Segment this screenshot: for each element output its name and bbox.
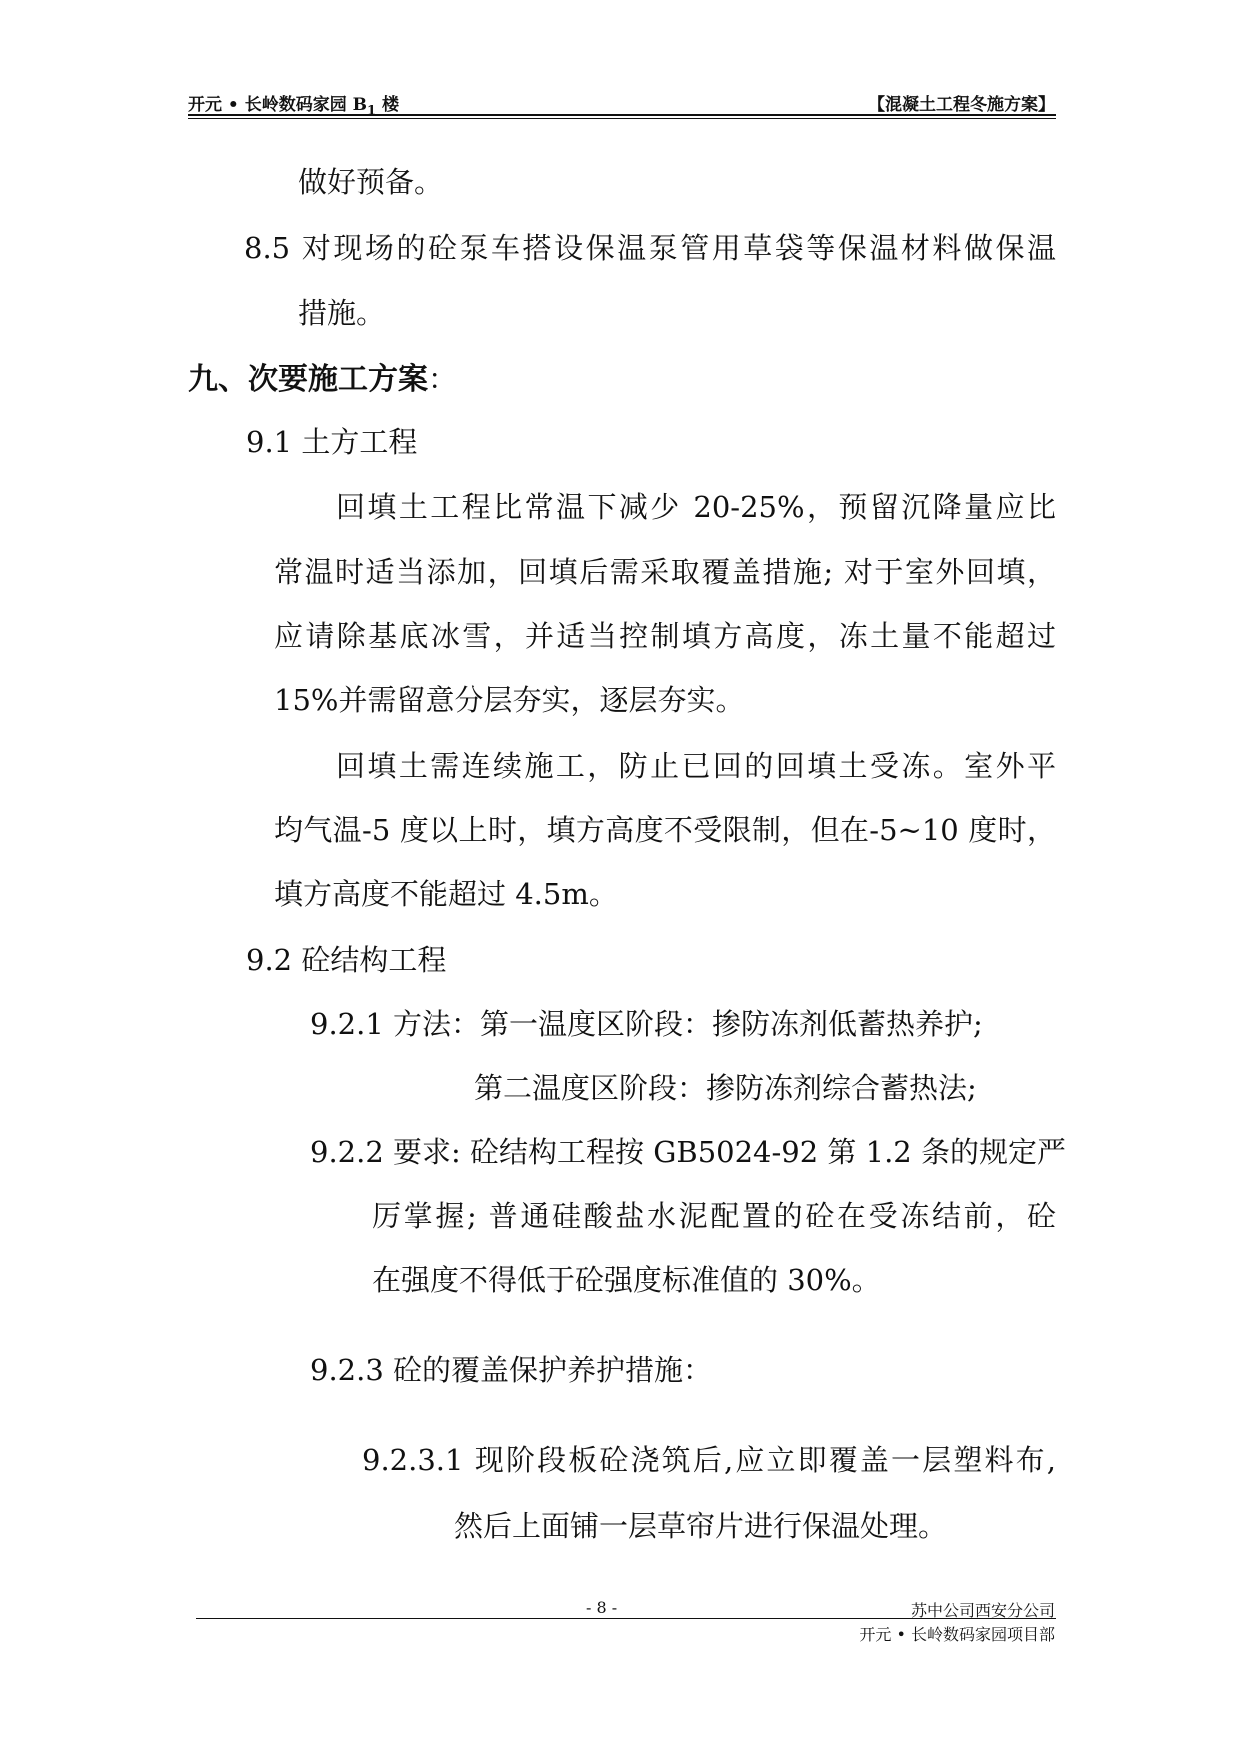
- header-left-text: 开元 • 长岭数码家园 B: [188, 95, 367, 115]
- item-9-2-3-title: 9.2.3 砼的覆盖保护养护措施：: [310, 1353, 713, 1387]
- item-9-2-2-line1: 9.2.2 要求: 砼结构工程按 GB5024-92 第 1.2 条的规定严: [310, 1135, 1066, 1169]
- para2-line3: 填方高度不能超过 4.5m。: [274, 877, 618, 911]
- item-9-2-2-line3: 在强度不得低于砼强度标准值的 30%。: [372, 1263, 881, 1297]
- section-9-heading-text: 九、次要施工方案: [188, 362, 428, 397]
- item-9-2-3-1-line1: 9.2.3.1 现阶段板砼浇筑后,应立即覆盖一层塑料布,: [362, 1443, 1056, 1477]
- item-9-2-3-1-line2: 然后上面铺一层草帘片进行保温处理。: [454, 1509, 948, 1543]
- item-9-2-1-line1: 9.2.1 方法：第一温度区阶段：掺防冻剂低蓄热养护;: [310, 1007, 983, 1041]
- section-9-1-title: 9.1 土方工程: [246, 425, 418, 459]
- para2-line1: 回填土需连续施工，防止已回的回填土受冻。室外平: [336, 749, 1056, 783]
- para1-line1: 回填土工程比常温下减少 20-25%，预留沉降量应比: [336, 490, 1056, 524]
- page-number: - 8 -: [586, 1598, 618, 1617]
- para1-line2: 常温时适当添加，回填后需采取覆盖措施; 对于室外回填，: [274, 555, 1056, 589]
- section-9-heading-colon: ：: [428, 362, 458, 396]
- para1-line4: 15%并需留意分层夯实，逐层夯实。: [274, 683, 745, 717]
- header-left-suffix: 楼: [376, 95, 399, 115]
- header-left-subscript: 1: [367, 103, 377, 119]
- item-8-5-line2: 措施。: [298, 296, 386, 330]
- header-right-title: 【混凝土工程冬施方案】: [868, 95, 1055, 115]
- footer-company: 苏中公司西安分公司: [910, 1601, 1055, 1620]
- section-9-2-title: 9.2 砼结构工程: [246, 943, 447, 977]
- line-preparation: 做好预备。: [298, 165, 444, 199]
- header-divider: [188, 114, 1056, 116]
- section-9-heading: [188, 361, 457, 398]
- para2-line2: 均气温-5 度以上时，填方高度不受限制，但在-5~10 度时，: [274, 813, 1056, 847]
- item-9-2-1-line2: 第二温度区阶段：掺防冻剂综合蓄热法;: [474, 1071, 977, 1105]
- para1-line3: 应请除基底冰雪，并适当控制填方高度，冻土量不能超过: [274, 619, 1056, 653]
- header-divider-thin: [188, 118, 1056, 119]
- footer-department: 开元 • 长岭数码家园项目部: [859, 1625, 1055, 1644]
- item-8-5-line1: 8.5 对现场的砼泵车搭设保温泵管用草袋等保温材料做保温: [244, 231, 1056, 265]
- item-9-2-2-line2: 厉掌握; 普通硅酸盐水泥配置的砼在受冻结前，砼: [372, 1199, 1056, 1233]
